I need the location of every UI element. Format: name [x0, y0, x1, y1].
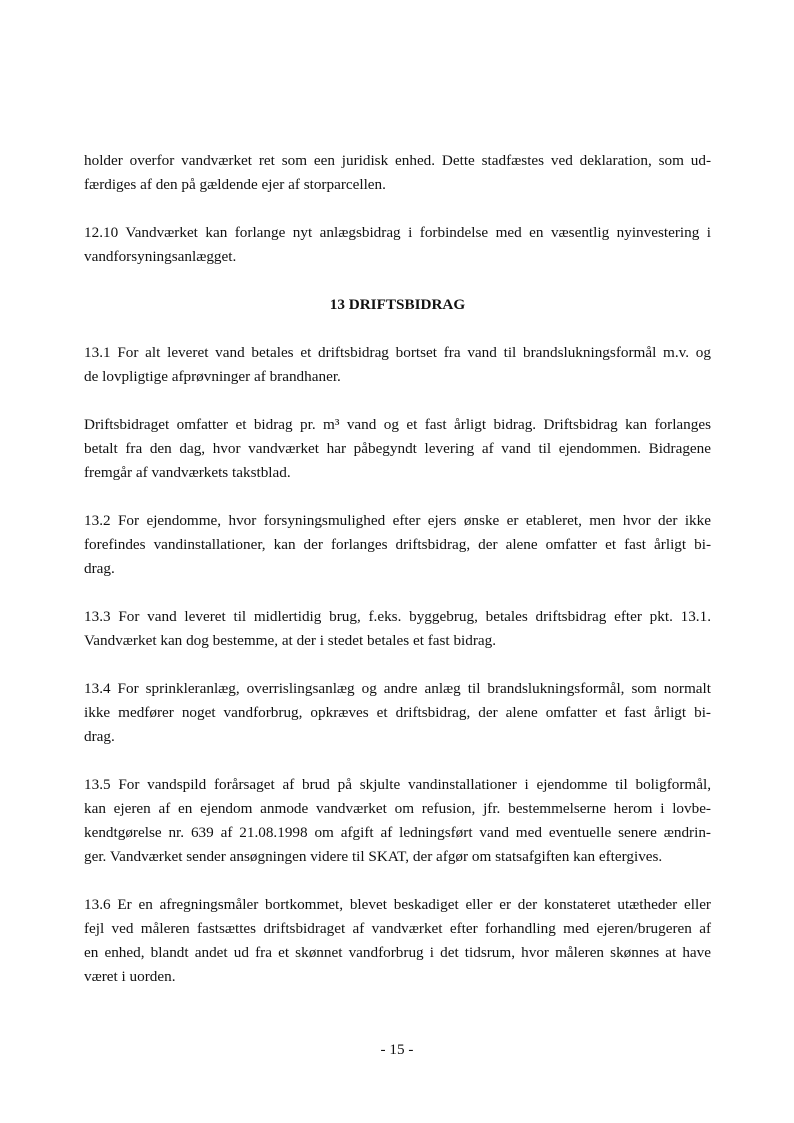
- text-line: betalt fra den dag, hvor vandværket har påbegyndt levering af vand til ejendommen. Bidragene: [84, 440, 711, 457]
- page-number: - 15 -: [380, 1041, 414, 1058]
- text-line: forefindes vandinstallationer, kan der forlanges driftsbidrag, der alene omfatter et fast årligt bi-: [84, 536, 711, 553]
- text-line: 13.5 For vandspild forårsaget af brud på skjulte vandinstallationer i ejendomme til boligformål,: [84, 776, 711, 793]
- paragraph-13-2: [84, 509, 711, 581]
- section-heading: [84, 293, 711, 317]
- text-line: kendtgørelse nr. 639 af 21.08.1998 om afgift af ledningsført vand med eventuelle senere ændrin-: [84, 824, 711, 841]
- text-line: været i uorden.: [84, 968, 176, 985]
- text-line: ikke medfører noget vandforbrug, opkræves et driftsbidrag, der alene omfatter et fast årligt bi-: [84, 704, 711, 721]
- paragraph-driftsbidraget: [84, 413, 711, 485]
- text-line: 13.2 For ejendomme, hvor forsyningsmulighed efter ejers ønske er etableret, men hvor der ikke: [84, 512, 711, 529]
- text-line: vandforsyningsanlægget.: [84, 248, 237, 265]
- section-heading-text: 13 DRIFTSBIDRAG: [329, 296, 466, 313]
- text-line: fejl ved måleren fastsættes driftsbidraget af vandværket efter forhandling med ejeren/brugeren af: [84, 920, 711, 937]
- document-body: [84, 149, 711, 1013]
- text-line: Driftsbidraget omfatter et bidrag pr. m³ vand og et fast årligt bidrag. Driftsbidrag kan forlanges: [84, 416, 711, 433]
- text-line: 13.6 Er en afregningsmåler bortkommet, blevet beskadiget eller er der konstateret utætheder eller: [84, 896, 711, 913]
- paragraph-13-1: [84, 341, 711, 389]
- paragraph-13-5: [84, 773, 711, 869]
- text-line: de lovpligtige afprøvninger af brandhaner.: [84, 368, 341, 385]
- paragraph-13-4: [84, 677, 711, 749]
- text-line: drag.: [84, 560, 115, 577]
- text-line: færdiges af den på gældende ejer af storparcellen.: [84, 176, 386, 193]
- paragraph-13-6: [84, 893, 711, 989]
- text-line: kan ejeren af en ejendom anmode vandværket om refusion, jfr. bestemmelserne herom i lovbe-: [84, 800, 711, 817]
- text-line: Vandværket kan dog bestemme, at der i stedet betales et fast bidrag.: [84, 632, 497, 649]
- text-line: holder overfor vandværket ret som een juridisk enhed. Dette stadfæstes ved deklaration, som ud-: [84, 152, 711, 169]
- paragraph-12-10: [84, 221, 711, 269]
- text-line: 12.10 Vandværket kan forlange nyt anlægsbidrag i forbindelse med en væsentlig nyinvestering i: [84, 224, 711, 241]
- text-line: ger. Vandværket sender ansøgningen videre til SKAT, der afgør om statsafgiften kan eftergives.: [84, 848, 663, 865]
- text-line: drag.: [84, 728, 115, 745]
- text-line: fremgår af vandværkets takstblad.: [84, 464, 291, 481]
- text-line: 13.1 For alt leveret vand betales et driftsbidrag bortset fra vand til brandslukningsformål m.v. og: [84, 344, 711, 361]
- text-line: en enhed, blandt andet ud fra et skønnet vandforbrug i det tidsrum, hvor måleren skønnes at have: [84, 944, 711, 961]
- text-line: 13.4 For sprinkleranlæg, overrislingsanlæg og andre anlæg til brandslukningsformål, som normalt: [84, 680, 711, 697]
- paragraph-13-3: [84, 605, 711, 653]
- text-line: 13.3 For vand leveret til midlertidig brug, f.eks. byggebrug, betales driftsbidrag efter pkt. 13.1.: [84, 608, 711, 625]
- paragraph-continuation: [84, 149, 711, 197]
